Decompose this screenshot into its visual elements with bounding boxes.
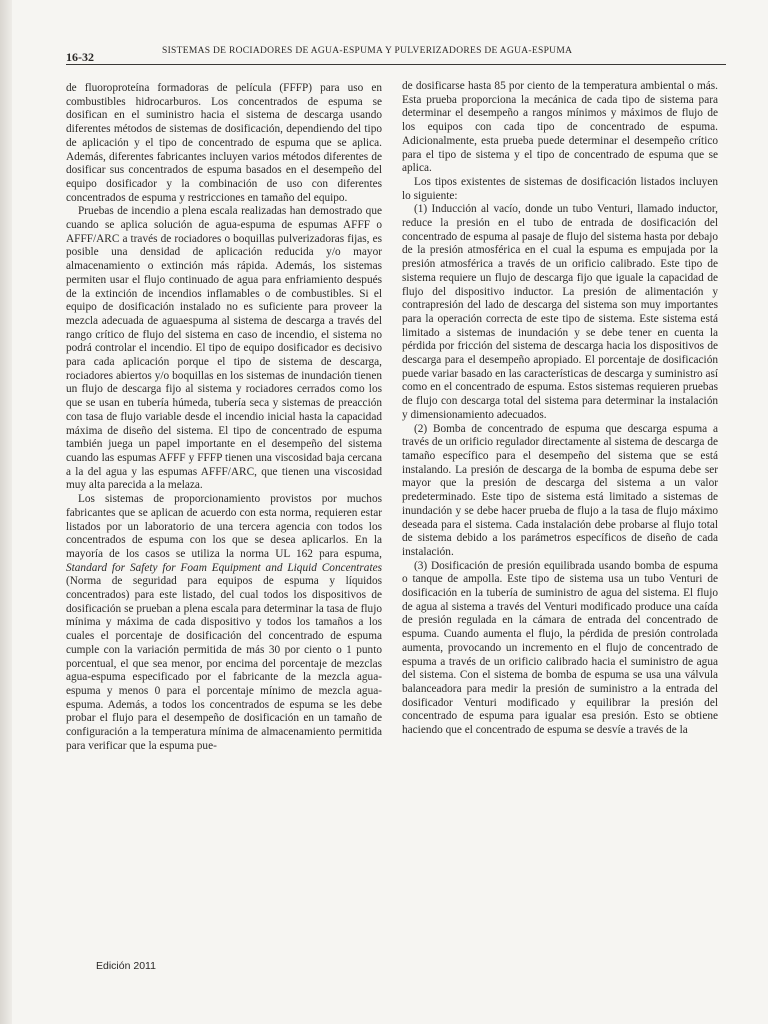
left-column [66,82,382,753]
left-paragraph-3-end: (Norma de seguridad para equipos de espuma y líquidos concentrados) para este listado, del cual todos los dispositivos de dosificación se prueban a plena escala para determinar la tasa de flujo mínima y máxima de cada dispositivo y todos los tamaños a los cuales el porcentaje de dosificación del concentrado de espuma cumple con la variación permitida de más 30 por ciento o 1 punto porcentual, el que sea menor, por encima del porcentaje de mezclas agua-espuma especificado por el fabricante de la mezcla agua-espuma y menos 0 para el porcentaje mínimo de mezcla agua-espuma. Además, a todos los concentrados de espuma se les debe probar el flujo para el desempeño de dosificación en un tamaño de configuración a la temperatura mínima de almacenamiento permitida para verificar que la espuma pue- [66,575,382,752]
right-paragraph-1: de dosificarse hasta 85 por ciento de la temperatura ambiental o más. Esta prueba proporciona la mecánica de cada tipo de sistema para determinar el desempeño a rangos mínimos y máximos de flujo de los equipos con cada tipo de concentrado de espuma. Adicionalmente, esta prueba puede determinar el desempeño crítico para el tipo de sistema y el tipo de concentrado de espuma que se aplica. [402,80,718,175]
list-item-1: (1) Inducción al vacío, donde un tubo Venturi, llamado inductor, reduce la presión en el tubo de entrada de dosificación del concentrado de espuma al pasaje de flujo del sistema hasta por debajo de la presión atmosférica en el cual la espuma es empujada por la presión atmosférica a través de un orificio calibrado. Este tipo de sistema requiere un flujo de descarga fijo que iguale la capacidad de flujo del dispositivo inductor. La presión de alimentación y contrapresión del lado de descarga del sistema son muy importantes para la operación correcta de este tipo de sistema. Este sistema está limitado a sistemas de inundación y se debe tener en cuenta la pérdida por fricción del sistema de descarga hacia los dispositivos de descarga para el desempeño apropiado. El porcentaje de dosificación puede variar basado en las características de descarga y suministro así como en el concentrado de espuma. Estos sistemas requieren pruebas de flujo con descarga total del sistema para determinar la instalación y dimensionamiento adecuados. [402,203,718,421]
right-paragraph-2: Los tipos existentes de sistemas de dosificación listados incluyen lo siguiente: [402,175,718,202]
list-item-3: (3) Dosificación de presión equilibrada usando bomba de espuma o tanque de ampolla. Este tipo de sistema usa un tubo Venturi de dosificación en la tubería de suministro de agua del sistema. El flujo de agua al sistema a través del Venturi modificado produce una caída de presión regulada en la cámara de entrada del concentrado de espuma. Cuando aumenta el flujo, la pérdida de presión controlada aumenta, provocando un incremento en el flujo de concentrado de espuma a través de un orificio calibrado hacia el suministro de agua del sistema. Con el sistema de bomba de espuma se usa una válvula balanceadora para medir la presión de suministro a la entrada del dosificador Venturi modificado y equilibrar la presión del concentrado de espuma para igualar esa presión. Esto se obtiene haciendo que el concentrado de espuma se desvíe a través de la [402,559,718,737]
running-head: SISTEMAS DE ROCIADORES DE AGUA-ESPUMA Y PULVERIZADORES DE AGUA-ESPUMA [162,46,573,56]
left-paragraph-3-start: Los sistemas de proporcionamiento provistos por muchos fabricantes que se aplican de acuerdo con esta norma, requieren estar listados por un laboratorio de una tercera agencia con todos los concentrados de espuma con los que se desea aplicarlos. En la mayoría de los casos se utiliza la norma UL 162 para espuma, [66,493,382,560]
standard-title: Standard for Safety for Foam Equipment and Liquid Concentrates [66,561,382,574]
left-paragraph-3 [66,493,382,753]
page-header [66,46,726,65]
right-column [402,80,718,738]
left-paragraph-2: Pruebas de incendio a plena escala realizadas han demostrado que cuando se aplica solución de agua-espuma de espumas AFFF o AFFF/ARC a través de rociadores o boquillas pulverizadoras fijas, es posible una densidad de aplicación reducida y/o mayor almacenamiento o extinción más rápida. Además, los sistemas permiten usar el flujo continuado de agua para enfriamiento después de la extinción de incendios inflamables o de combustibles. Si el equipo de dosificación instalado no es suficiente para proveer la mezcla adecuada de aguaespuma al sistema de descarga a través del rango crítico de flujo del sistema en caso de incendio, el sistema no podrá controlar el incendio. El tipo de equipo dosificador es decisivo para cada aplicación porque el tipo de sistema de descarga, rociadores abiertos y/o boquillas en los sistemas de inundación tienen un flujo de descarga fijo al sistema y rociadores cerrados como los que se usan en tubería húmeda, tubería seca y sistemas de preacción con tasa de flujo variable desde el incendio inicial hasta la capacidad máxima de diseño del sistema. El tipo de concentrado de espuma también juega un papel importante en el desempeño del sistema cuando las espumas AFFF y FFFP tienen una viscosidad baja cercana a la del agua y las espumas AFFF/ARC, que tienen una viscosidad muy alta parecida a la melaza. [66,205,382,492]
edition-footer: Edición 2011 [96,960,156,972]
page-binding-edge [0,0,12,1024]
book-page [12,0,768,1024]
page-number: 16-32 [66,50,94,64]
list-item-2: (2) Bomba de concentrado de espuma que descarga espuma a través de un orificio regulador directamente al sistema de descarga de tamaño específico para el desempeño del sistema que se está instalando. La presión de descarga de la bomba de espuma debe ser mayor que la presión de descarga del sistema a un valor predeterminado. Este tipo de sistema está limitado a sistemas de inundación y se debe hacer prueba de flujo a la tasa de flujo máximo deseada para el sistema. Cada instalación debe probarse al flujo total de sistema debido a los parámetros específicos de diseño de cada instalación. [402,422,718,558]
left-paragraph-1: de fluoroproteína formadoras de película (FFFP) para uso en combustibles hidrocarburos. Los concentrados de espuma se dosifican en el suministro hacia el sistema de descarga usando diferentes métodos de sistemas de dosificación, dependiendo del tipo de aplicación y el tipo de concentrado de espuma que se aplica. Además, diferentes fabricantes incluyen varios métodos diferentes de dosificar sus concentrados de espuma basados en el desempeño del equipo dosificador y la combinación de uso con diferentes concentrados de espuma y restricciones en tamaño del equipo. [66,82,382,204]
